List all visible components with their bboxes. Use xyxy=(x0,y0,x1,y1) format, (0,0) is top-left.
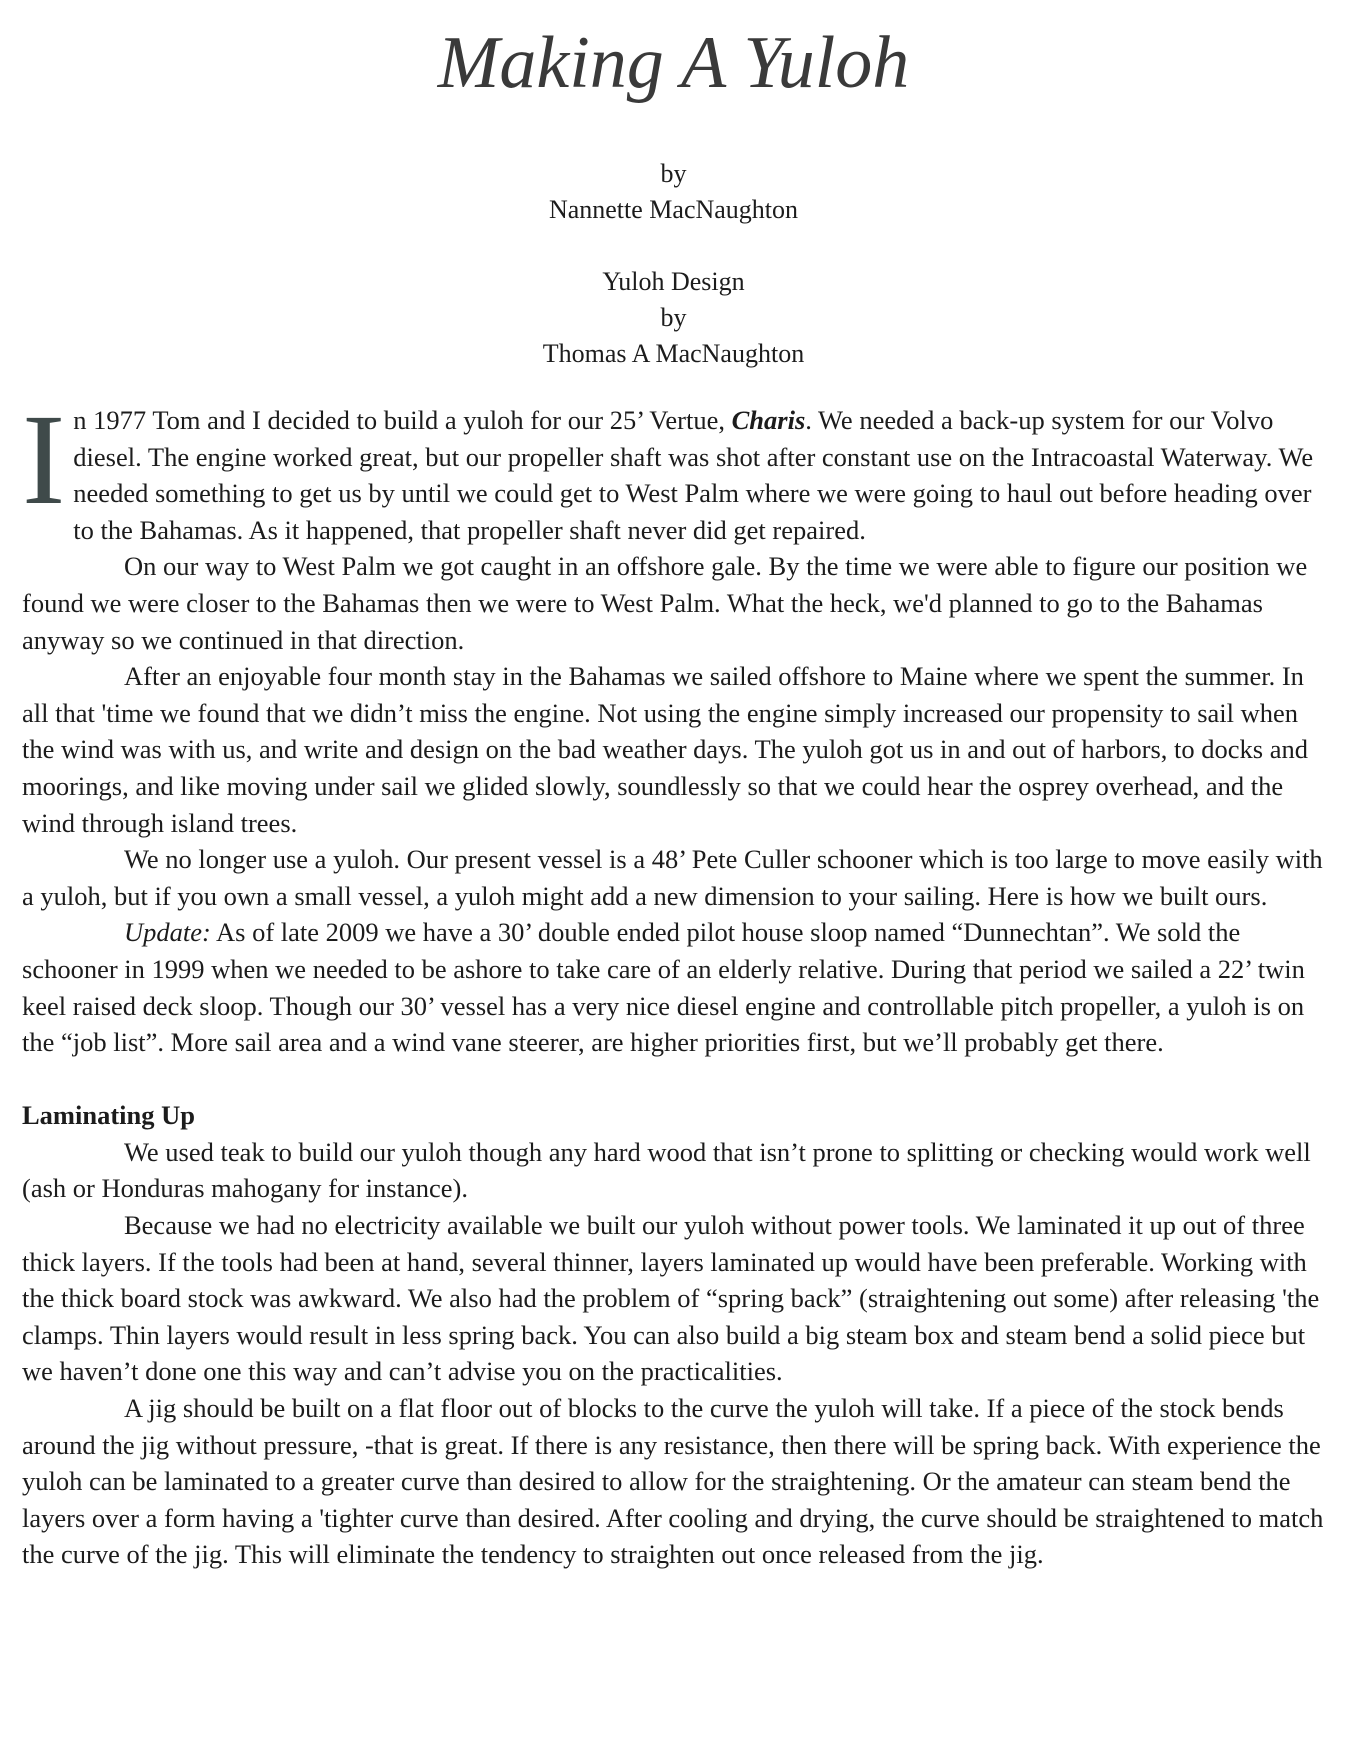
author-name: Nannette MacNaughton xyxy=(548,195,799,224)
paragraph-jig: A jig should be built on a flat floor out of blocks to the curve the yuloh will take. If a piece of the stock bends around the jig without pressure, -that is great. If there is any resistance, then there will be spring back. With experience the yuloh can be laminated to a greater curve than desired to allow for the straightening. Or the amateur can steam bend the layers over a form having a 'tighter curve than desired. After cooling and drying, the curve should be straightened to match the curve of the jig. This will eliminate the tendency to straighten out once released from the jig. xyxy=(22,1393,1324,1570)
paragraph-gale: On our way to West Palm we got caught in an offshore gale. By the time we were able to figure our position we found we were closer to the Bahamas then we were to West Palm. What the heck, we'd planned to go to the Bahamas anyway so we continued in that direction. xyxy=(22,551,1308,655)
paragraph-bahamas: After an enjoyable four month stay in the Bahamas we sailed offshore to Maine where we spent the summer. In all that 'time we found that we didn’t miss the engine. Not using the engine simply increased our propensity to sail when the wind was with us, and write and design on the bad weather days. The yuloh got us in and out of harbors, to docks and moorings, and like moving under sail we glided slowly, soundlessly so that we could hear the osprey overhead, and the wind through island trees. xyxy=(22,661,1308,838)
paragraph-schooner: We no longer use a yuloh. Our present vessel is a 48’ Pete Culler schooner which is too large to move easily with a yuloh, but if you own a small vessel, a yuloh might add a new dimension to your sailing. Here is how we built ours. xyxy=(22,844,1323,911)
section-spacer xyxy=(22,1061,1325,1098)
paragraph-teak: We used teak to build our yuloh though any hard wood that isn’t prone to splitting or checking would work well (ash or Honduras mahogany for instance). xyxy=(22,1136,1311,1204)
design-label: Yuloh Design xyxy=(602,267,745,296)
drop-cap: I xyxy=(22,388,66,532)
intro-text-b: . We needed a back-up system for our Volvo diesel. The engine worked great, but our propeller shaft was shot after constant use on the Intracoastal Waterway. We needed something to get us by until we could get to West Palm where we were going to haul out before heading over to the Bahamas. As it happened, that propeller shaft never did get repaired. xyxy=(73,405,1314,545)
vessel-name: Charis xyxy=(731,405,806,435)
intro-paragraph xyxy=(22,388,1325,548)
byline-spacer xyxy=(22,228,1325,264)
designer-name: Thomas A MacNaughton xyxy=(542,339,805,368)
article-body xyxy=(22,388,1325,1573)
byline-by: by xyxy=(660,159,687,188)
byline xyxy=(22,156,1325,372)
document-title: Making A Yuloh xyxy=(437,22,910,104)
design-by: by xyxy=(660,303,687,332)
paragraph-update xyxy=(22,914,1325,1060)
update-label: Update: xyxy=(124,917,211,948)
intro-text-a: n 1977 Tom and I decided to build a yuloh for our 25’ Vertue, xyxy=(73,405,732,435)
update-text: As of late 2009 we have a 30’ double ended pilot house sloop named “Dunnechtan”. We sold the schooner in 1999 when we needed to be ashore to take care of an elderly relative. During that period we sailed a 22’ twin keel raised deck sloop. Though our 30’ vessel has a very nice diesel engine and controllable pitch propeller, a yuloh is on the “job list”. More sail area and a wind vane steerer, are higher priorities first, but we’ll probably get there. xyxy=(22,917,1305,1058)
section-heading: Laminating Up xyxy=(22,1100,196,1131)
paragraph-laminating: Because we had no electricity available we built our yuloh without power tools. We laminated it up out of three thick layers. If the tools had been at hand, several thinner, layers laminated up would have been preferable. Working with the thick board stock was awkward. We also had the problem of “spring back” (straightening out some) after releasing 'the clamps. Thin layers would result in less spring back. You can also build a big steam box and steam bend a solid piece but we haven’t done one this way and can’t advise you on the practicalities. xyxy=(22,1210,1320,1387)
